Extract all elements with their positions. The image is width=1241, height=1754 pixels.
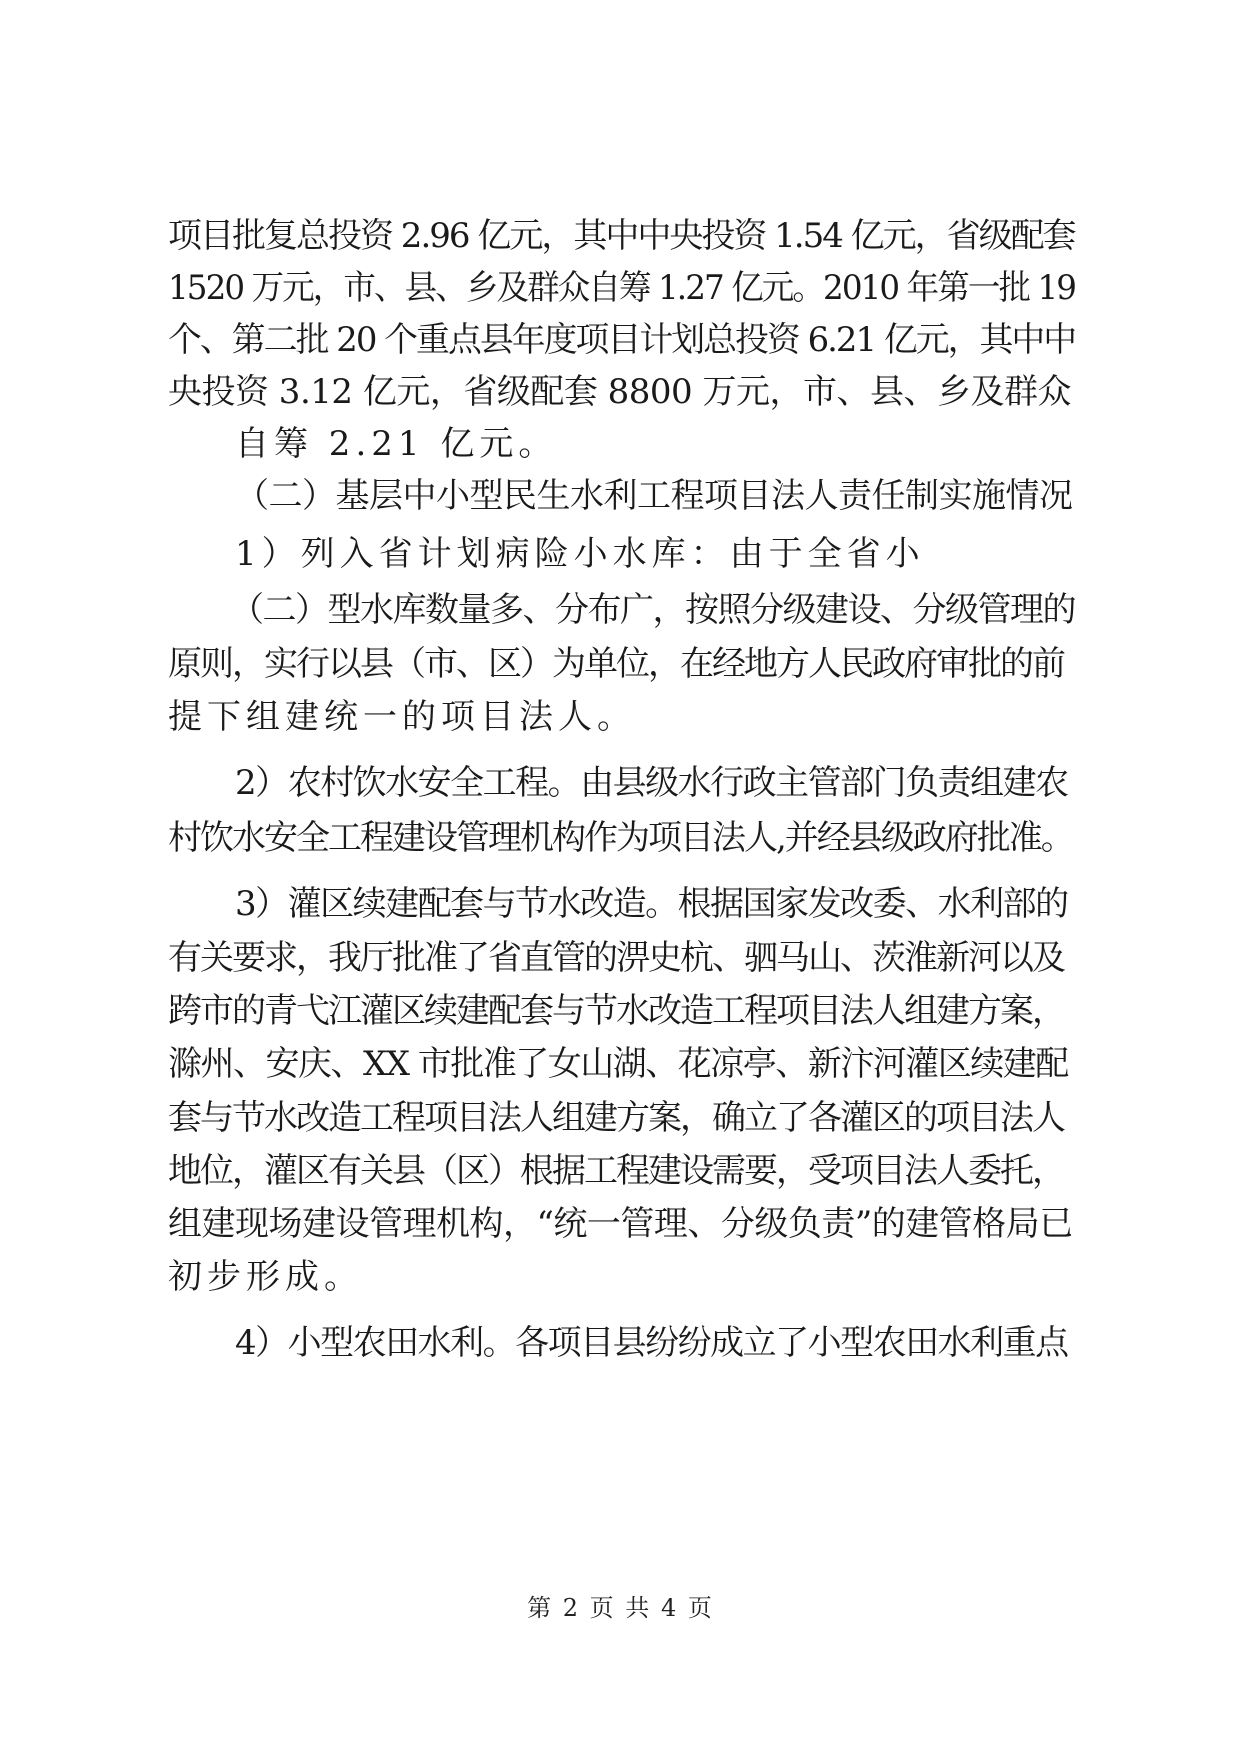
section-heading: （二）基层中小型民生水利工程项目法人责任制实施情况 <box>235 476 1073 516</box>
text-line-7: 1）列入省计划病险小水库：由于全省小 <box>235 534 925 574</box>
text-line-15: 跨市的青弋江灌区续建配套与节水改造工程项目法人组建方案， <box>168 991 1064 1031</box>
text-line-9: 原则，实行以县（市、区）为单位，在经地方人民政府审批的前 <box>168 644 1064 684</box>
text-line-14: 有关要求，我厅批准了省直管的淠史杭、驷马山、茨淮新河以及 <box>168 938 1064 978</box>
text-line-8: （二）型水库数量多、分布广，按照分级建设、分级管理的 <box>230 590 1075 630</box>
page-number-footer: 第 2 页 共 4 页 <box>527 1594 714 1622</box>
text-line-4: 央投资 3.12 亿元，省级配套 8800 万元，市、县、乡及群众 <box>168 372 1071 412</box>
text-line-1: 项目批复总投资 2.96 亿元，其中中央投资 1.54 亿元，省级配套 <box>168 216 1075 256</box>
text-line-13: 3）灌区续建配套与节水改造。根据国家发改委、水利部的 <box>235 884 1068 924</box>
text-line-3: 个、第二批 20 个重点县年度项目计划总投资 6.21 亿元，其中中 <box>168 320 1076 360</box>
text-line-18: 地位，灌区有关县（区）根据工程建设需要，受项目法人委托， <box>168 1151 1064 1191</box>
text-line-19: 组建现场建设管理机构，“统一管理、分级负责”的建管格局已 <box>168 1204 1073 1244</box>
text-line-21: 4）小型农田水利。各项目县纷纷成立了小型农田水利重点 <box>235 1323 1068 1363</box>
text-line-20: 初步形成。 <box>168 1257 363 1297</box>
text-line-5: 自筹 2.21 亿元。 <box>235 424 558 464</box>
text-line-17: 套与节水改造工程项目法人组建方案，确立了各灌区的项目法人 <box>168 1098 1064 1138</box>
text-line-12: 村饮水安全工程建设管理机构作为项目法人,并经县级政府批准。 <box>168 818 1073 858</box>
text-line-10: 提下组建统一的项目法人。 <box>168 697 636 737</box>
text-line-11: 2）农村饮水安全工程。由县级水行政主管部门负责组建农 <box>235 763 1068 803</box>
text-line-16: 滁州、安庆、XX 市批准了女山湖、花凉亭、新汴河灌区续建配 <box>168 1044 1068 1084</box>
text-line-2: 1520 万元，市、县、乡及群众自筹 1.27 亿元。2010 年第一批 19 <box>168 268 1076 308</box>
